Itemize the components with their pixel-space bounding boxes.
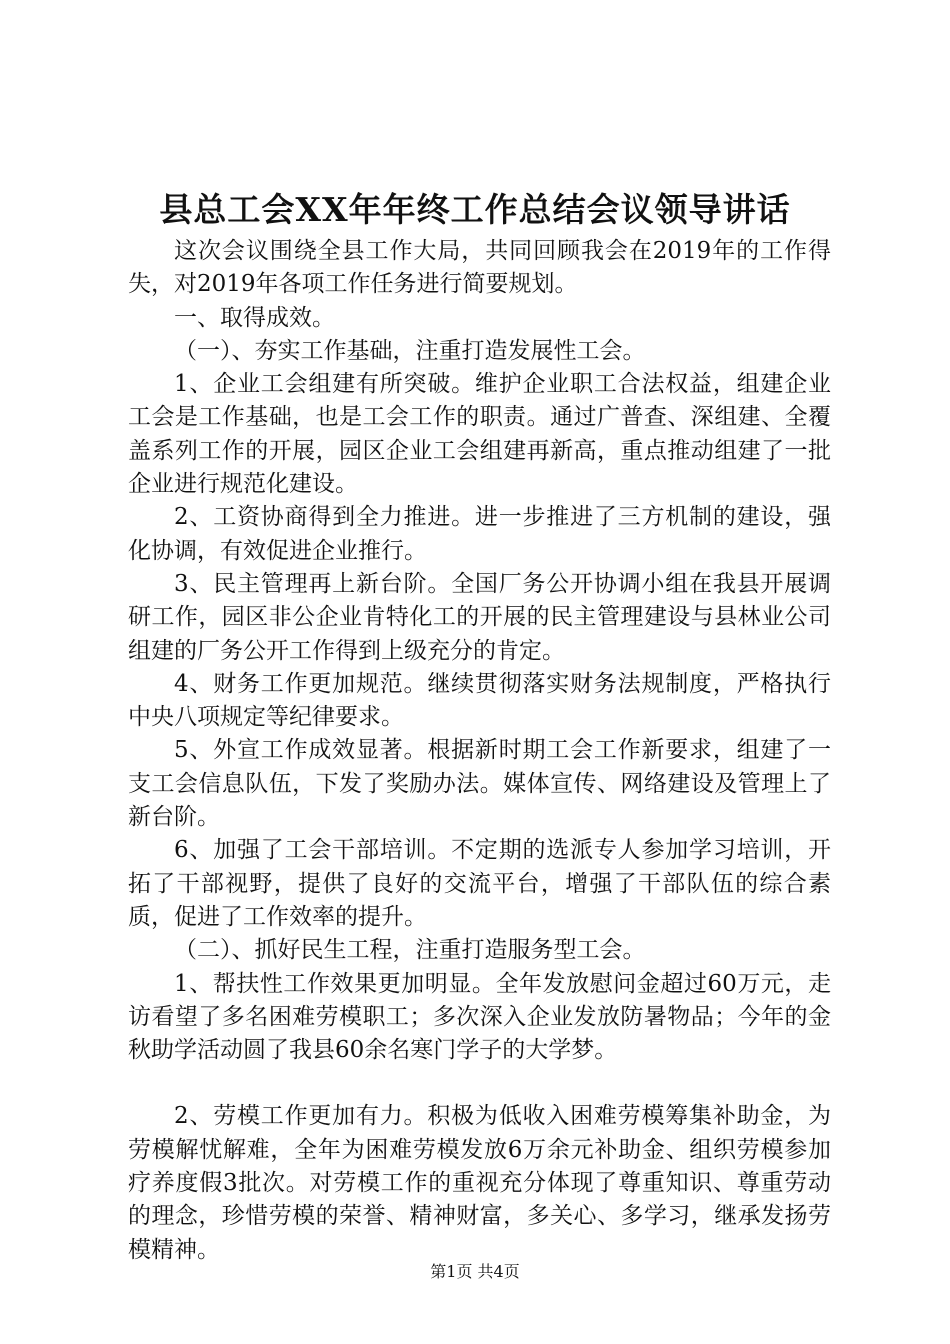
paragraph-intro: 这次会议围绕全县工作大局，共同回顾我会在2019年的工作得失，对2019年各项工作任务进行简要规划。	[128, 238, 831, 298]
document-body	[128, 235, 831, 1267]
document-title: 县总工会XX年年终工作总结会议领导讲话	[159, 190, 791, 229]
paragraph-item: 2、工资协商得到全力推进。进一步推进了三方机制的建设，强化协调，有效促进企业推行。	[128, 504, 831, 564]
paragraph-item: 1、帮扶性工作效果更加明显。全年发放慰问金超过60万元，走访看望了多名困难劳模职工；多次深入企业发放防暑物品；今年的金秋助学活动圆了我县60余名寒门学子的大学梦。	[128, 970, 831, 1064]
section-heading-1: 一、取得成效。	[174, 304, 335, 331]
paragraph-item: 3、民主管理再上新台阶。全国厂务公开协调小组在我县开展调研工作，园区非公企业肯特化工的开展的民主管理建设与县林业公司组建的厂务公开工作得到上级充分的肯定。	[128, 570, 831, 664]
paragraph-item: 2、劳模工作更加有力。积极为低收入困难劳模筹集补助金，为劳模解忧解难，全年为困难劳模发放6万余元补助金、组织劳模参加疗养度假3批次。对劳模工作的重视充分体现了尊重知识、尊重劳动的理念，珍惜劳模的荣誉、精神财富，多关心、多学习，继承发扬劳模精神。	[128, 1103, 831, 1263]
subsection-heading-1: （一）、夯实工作基础，注重打造发展性工会。	[174, 337, 646, 364]
paragraph-item: 6、加强了工会干部培训。不定期的选派专人参加学习培训，开拓了干部视野，提供了良好的交流平台，增强了干部队伍的综合素质，促进了工作效率的提升。	[128, 837, 831, 930]
paragraph-item: 4、财务工作更加规范。继续贯彻落实财务法规制度，严格执行中央八项规定等纪律要求。	[128, 670, 831, 731]
paragraph-item: 5、外宣工作成效显著。根据新时期工会工作新要求，组建了一支工会信息队伍，下发了奖励办法。媒体宣传、网络建设及管理上了新台阶。	[128, 737, 831, 831]
subsection-heading-2: （二）、抓好民生工程，注重打造服务型工会。	[174, 937, 646, 964]
page-number: 第1页 共4页	[430, 1262, 520, 1281]
paragraph-item: 1、企业工会组建有所突破。维护企业职工合法权益，组建企业工会是工作基础，也是工会工作的职责。通过广普查、深组建、全覆盖系列工作的开展，园区企业工会组建再新高，重点推动组建了一批企业进行规范化建设。	[128, 371, 831, 498]
